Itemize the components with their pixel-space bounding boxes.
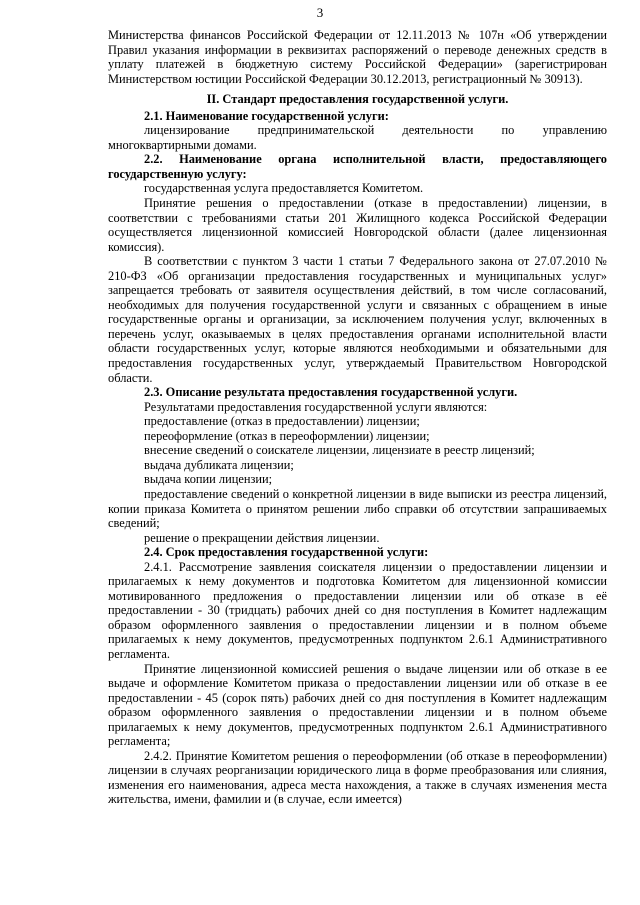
subsection-heading: 2.3. Описание результата предоставления государственной услуги. [144,385,518,400]
list-item: внесение сведений о соискателе лицензии, лицензиате в реестр лицензий; [144,443,535,458]
list-item: предоставление (отказ в предоставлении) лицензии; [144,414,420,429]
paragraph: 2.4.2. Принятие Комитетом решения о переоформлении (об отказе в переоформлении) лицензии в случаях реорганизации юридического лица в форме преобразования или слияния, изменения его наименования, адреса места нахождения, а также в случаях изменения места жительства, имени, фамилии и (в случае, если имеется) [108,748,607,807]
page-number: 3 [316,5,324,20]
list-item: предоставление сведений о конкретной лицензии в виде выписки из реестра лицензий, копии приказа Комитета о принятом решении либо справки об отсутствии запрашиваемых сведений; [108,486,607,531]
document-body [108,28,607,807]
list-item: решение о прекращении действия лицензии. [144,530,380,545]
list-item: выдача копии лицензии; [144,472,273,487]
paragraph-continuation: Министерства финансов Российской Федерации от 12.11.2013 № 107н «Об утверждении Правил указания информации в реквизитах распоряжений о переводе денежных средств в уплату платежей в бюджетную систему Российской Федерации» (зарегистрирован Министерством юстиции Российской Федерации 30.12.2013, регистрационный № 30913). [108,28,607,86]
paragraph: Принятие решения о предоставлении (отказе в предоставлении) лицензии, в соответствии с требованиями статьи 201 Жилищного кодекса Российской Федерации осуществляется лицензионной комиссией Новгородской области (далее лицензионная комиссия). [108,196,607,254]
paragraph: Результатами предоставления государственной услуги являются: [144,399,488,414]
subsection-heading: 2.2. Наименование органа исполнительной власти, предоставляющего государственную услугу: [108,152,607,181]
list-item: переоформление (отказ в переоформлении) лицензии; [144,428,430,443]
paragraph: лицензирование предпринимательской деятельности по управлению многоквартирными домами. [108,123,607,152]
paragraph: 2.4.1. Рассмотрение заявления соискателя лицензии о предоставлении лицензии и прилагаемых к нему документов и подготовка Комитетом для лицензионной комиссии мотивированного предложения о предоставлении лицензии или об отказе в её предоставлении - 30 (тридцать) рабочих дней со дня поступления в Комитет надлежащим образом оформленного заявления о предоставлении лицензии и в полном объеме прилагаемых к нему документов, предусмотренных подпунктом 2.6.1 Административного регламента. [108,559,607,661]
section-heading: II. Стандарт предоставления государственной услуги. [206,92,509,107]
paragraph: государственная услуга предоставляется Комитетом. [144,181,424,196]
paragraph: В соответствии с пунктом 3 части 1 статьи 7 Федерального закона от 27.07.2010 № 210-ФЗ «Об организации предоставления государственных и муниципальных услуг» запрещается требовать от заявителя осуществления действий, в том числе согласований, необходимых для получения государственной услуги и связанных с обращением в иные государственные органы и организации, за исключением получения услуг, включенных в перечень услуг, оказываемых в целях предоставления органами исполнительной власти области государственных услуг, которые являются необходимыми и обязательными для предоставления государственных услуг, утверждаемый Правительством Новгородской области. [108,254,607,385]
subsection-heading: 2.1. Наименование государственной услуги: [144,108,389,123]
paragraph: Принятие лицензионной комиссией решения о выдаче лицензии или об отказе в ее выдаче и оформление Комитетом приказа о предоставлении лицензии или об отказе в ее предоставлении - 45 (сорок пять) рабочих дней со дня поступления в Комитет надлежащим образом оформленного заявления о предоставлении лицензии и в полном объеме прилагаемых к нему документов, предусмотренных подпунктом 2.6.1 Административного регламента; [108,661,607,749]
subsection-heading: 2.4. Срок предоставления государственной услуги: [144,545,429,560]
list-item: выдача дубликата лицензии; [144,457,294,472]
